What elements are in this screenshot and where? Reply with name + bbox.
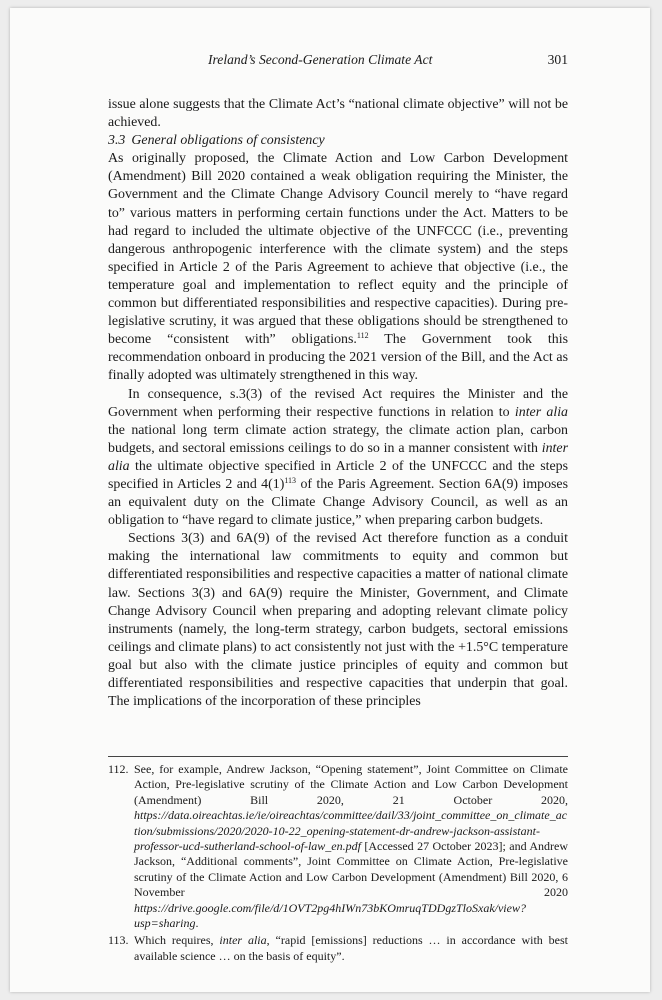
footnote-112: 112. See, for example, Andrew Jackson, “Opening statement”, Joint Committee on Climate Action, Pre-legislative scrutiny of the Climate Action and Low Carbon Development (Amendment) Bill 2020, 21 October 2020, https://data.oireachtas.ie/ie/oireachtas/committee/dail/33/joint_committee_on_climate_action/submissions/2020/2020-10-22_opening-statement-dr-andrew-jackson-assistant-professor-ucd-sutherland-school-of-law_en.pdf [Accessed 27 October 2023]; and Andrew Jackson, “Additional comments”, Joint Committee on Climate Action, Pre-legislative scrutiny of the Climate Action and Low Carbon Development (Amendment) Bill 2020, 6 November 2020 https://drive.google.com/file/d/1OVT2pg4hIWn73bKOmruqTDDgzTloSxak/view?usp=sharing. (108, 762, 568, 931)
inter-alia-italic: inter alia (219, 933, 267, 948)
footnotes (108, 756, 568, 966)
footnote-113: 113. Which requires, inter alia, “rapid [emissions] reductions … in accordance with best available science … on the basis of equity”. (108, 933, 569, 963)
book-page (10, 8, 650, 992)
carryover-paragraph: issue alone suggests that the Climate Act’s “national climate objective” will not be achieved. (108, 97, 568, 131)
body-text (108, 96, 568, 711)
inter-alia-italic: inter alia (108, 440, 568, 474)
section-heading (108, 132, 568, 150)
paragraph-1: As originally proposed, the Climate Action and Low Carbon Development (Amendment) Bill 2020 contained a weak obligation requiring the Minister, the Government and the Climate Change Advisory Council merely to “have regard to” various matters in performing certain functions under the Act. Matters to be had regard to included the ultimate objective of the UNFCCC (i.e., preventing dangerous anthropogenic interference with the climate system) and the steps specified in Article 2 of the Paris Agreement to achieve that objective (i.e., the temperature goal and implementation to reflect equity and the principle of common but differentiated responsibilities and respective capacities). During pre-legislative scrutiny, it was argued that these obligations should be strengthened to become “consistent with” obligations.$^{112}$ The Government took this recommendation onboard in producing the 2021 version of the Bill, and the Act as finally adopted was ultimately strengthened in this way. (108, 151, 568, 384)
paragraph-2: In consequence, s.3(3) of the revised Act requires the Minister and the Government when performing their respective functions in relation to inter alia the national long term climate action strategy, the climate action plan, carbon budgets, and sectoral emissions ceilings to do so in a manner consistent with inter alia the ultimate objective specified in Article 2 of the UNFCCC and the steps specified in Articles 2 and $4(1)^{113}$ of the Paris Agreement. Section 6A(9) imposes an equivalent duty on the Climate Change Advisory Council, as well as an obligation to “have regard to climate justice,” when preparing carbon budgets. (108, 386, 568, 529)
page-header (108, 52, 568, 70)
footnote-ref-113: 113 (284, 475, 297, 485)
footnote-number: 112. (108, 762, 129, 776)
page-number: 301 (547, 52, 568, 67)
section-number: 3.3 (108, 133, 126, 149)
paragraph-3: Sections 3(3) and 6A(9) of the revised Act therefore function as a conduit making the international law commitments to equity and common but differentiated responsibilities and respective capacities a matter of national climate law. Sections 3(3) and 6A(9) require the Minister, Government, and Climate Change Advisory Council when preparing and adopting relevant climate policy instruments (namely, the long-term strategy, carbon budgets, sectoral emissions ceilings and climate plans) to act consistently not just with the +1.5°C temperature goal but also with the climate justice principles of equity and common but differentiated responsibilities and respective capacities that underpin that goal. The implications of the incorporation of these principles (108, 531, 568, 710)
footnote-link[interactable]: https://data.oireachtas.ie/ie/oireachtas/committee/dail/33/joint_committee_on_climate_action/submissions/2020/2020-10-22_opening-statement-dr-andrew-jackson-assistant-professor-ucd-sutherland-school-of-law_en.pdf (134, 808, 568, 854)
footnote-link[interactable]: https://drive.google.com/file/d/1OVT2pg4hIWn73bKOmruqTDDgzTloSxak/view?usp=sharing (134, 900, 526, 931)
inter-alia-italic: inter alia (514, 404, 568, 420)
footnote-number: 113. (108, 933, 129, 948)
section-title: General obligations of consistency (131, 133, 325, 149)
running-title: Ireland’s Second-Generation Climate Act (208, 52, 433, 67)
footnote-ref-112: 112 (356, 331, 369, 341)
